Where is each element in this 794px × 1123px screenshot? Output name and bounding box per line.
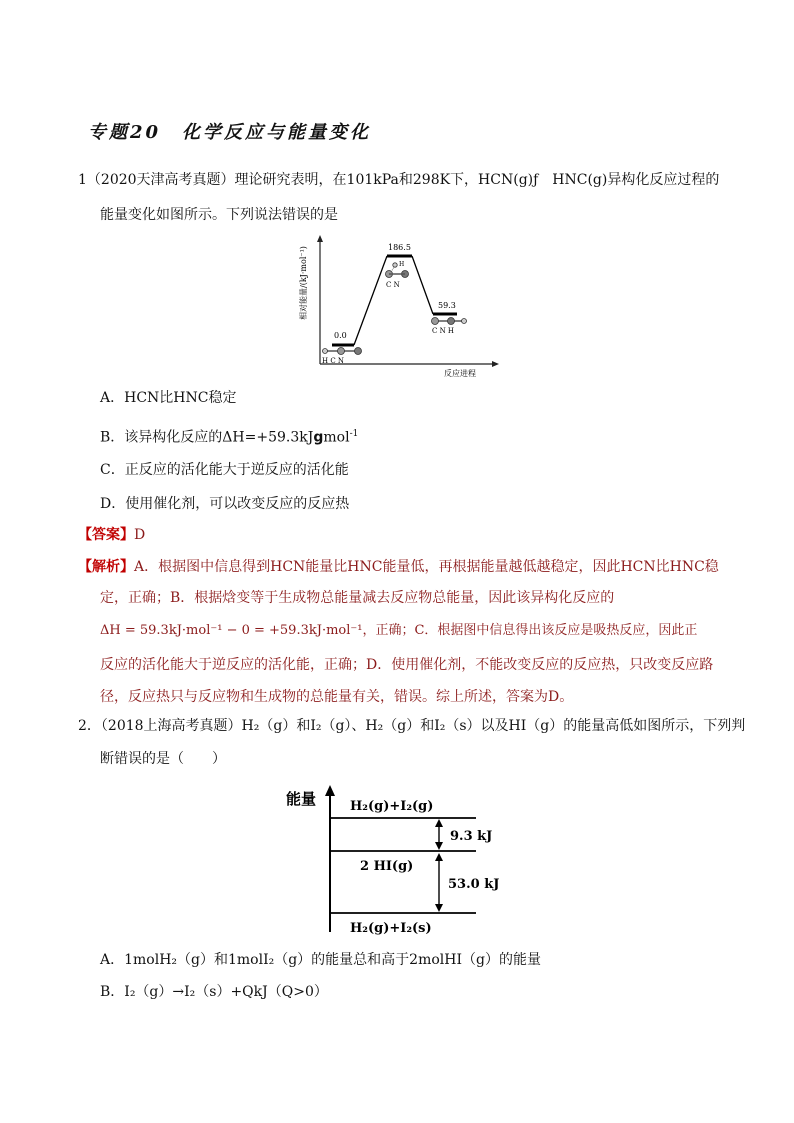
q1-analysis-line1: 【解析】A．根据图中信息得到HCN能量比HNC能量低，再根据能量越低越稳定，因此HCN比HNC稳 [78,559,719,575]
q1-molecule-hcn-icon [323,348,362,355]
q1-option-b-g: g [313,429,324,446]
q1-molecule-label-ts: C N [386,281,400,289]
q2-stem-line1: 2．（2018上海高考真题）H₂（g）和I₂（g）、H₂（g）和I₂（s）以及HI（g）的能量高低如图所示，下列判 [78,718,746,734]
q1-level-label-product: 59.3 [438,301,456,310]
q1-analysis-line3: ΔH = 59.3kJ·mol⁻¹ − 0 = +59.3kJ·mol⁻¹，正确；C．根据图中信息得出该反应是吸热反应，因此正 [100,623,698,638]
q1-molecule-hnc-icon [432,318,467,325]
q2-level-label-3: H₂(g)+I₂(s) [350,921,432,936]
q1-connector-up [354,256,387,345]
q1-option-a: A．HCN比HNC稳定 [100,390,237,406]
q1-analysis-line5: 径，反应热只与反应物和生成物的总能量有关，错误。综上所述，答案为D。 [100,689,574,705]
q1-y-label: 相对能量/(kJ·mol⁻¹) [299,246,308,320]
answer-value: D [134,527,146,543]
q2-gap1-label: 9.3 kJ [450,829,493,844]
q1-molecule-label-product: C N H [432,327,455,335]
q2-stem-line2: 断错误的是（ ） [100,751,226,767]
q1-ts-h-label: H [399,261,405,268]
analysis-tag: 【解析】 [78,559,134,575]
q1-molecule-label-reactant: H C N [322,357,345,365]
q1-analysis-line2: 定，正确；B．根据焓变等于生成物总能量减去反应物总能量，因此该异构化反应的 [100,590,615,606]
q1-stem-line2: 能量变化如图所示。下列说法错误的是 [100,207,338,223]
q2-y-arrow-icon [325,785,335,796]
q1-option-d: D．使用催化剂，可以改变反应的反应热 [100,496,350,512]
page-title: 专题20 化学反应与能量变化 [88,122,372,143]
q2-energy-diagram [284,782,510,940]
q1-molecule-ts-icon [386,263,409,278]
q1-x-arrow-icon [492,361,499,367]
q2-option-a: A．1molH₂（g）和1molI₂（g）的能量总和高于2molHI（g）的能量 [100,952,541,968]
q1-option-c: C．正反应的活化能大于逆反应的活化能 [100,462,349,478]
q2-level-label-1: H₂(g)+I₂(g) [350,799,434,814]
q2-option-b: B．I₂（g）→I₂（s）+QkJ（Q>0） [100,984,328,1000]
q2-y-label: 能量 [286,790,317,808]
q2-gap2-label: 53.0 kJ [448,877,500,892]
q1-y-arrow-icon [317,235,323,242]
q1-level-label-ts: 186.5 [388,243,411,252]
q1-connector-down [412,256,433,314]
q1-energy-diagram [292,232,504,380]
q1-answer [78,525,145,545]
q1-stem-line1: 1（2020天津高考真题）理论研究表明，在101kPa和298K下，HCN(g)ƒ HNC(g)异构化反应过程的 [78,172,720,188]
q1-analysis-line4: 反应的活化能大于逆反应的活化能，正确；D．使用催化剂，不能改变反应的反应热，只改变反应路 [100,657,714,673]
answer-tag: 【答案】 [78,527,134,543]
q1-x-label: 反应进程 [444,369,476,378]
q1-option-b: B．该异构化反应的ΔH=+59.3kJgmol$^{-1}$ [100,429,359,446]
q1-level-label-reactant: 0.0 [334,331,347,340]
q2-level-label-2: 2 HI(g) [360,859,414,874]
